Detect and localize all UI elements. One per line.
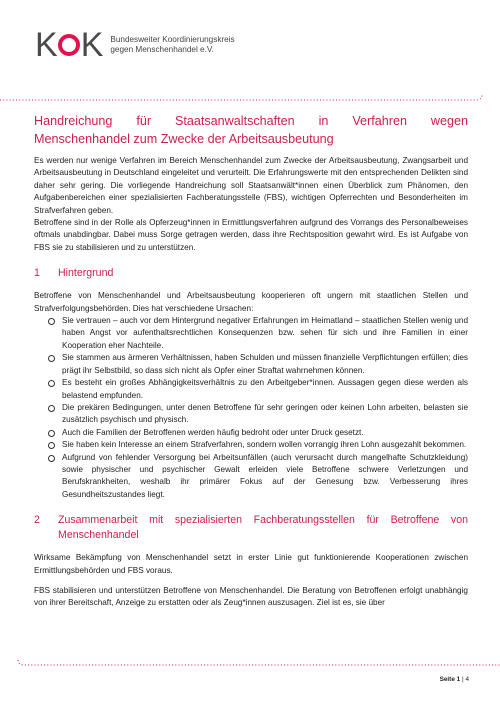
section-1-title: Hintergrund — [58, 267, 114, 280]
list-item — [48, 352, 468, 377]
section-1-bullet-list — [34, 315, 468, 501]
section-2-paragraph-1: Wirksame Bekämpfung von Menschenhandel setzt in erster Linie gut funktionierende Kooperationen zwischen Ermittlungsbehörden und FBS voraus. — [34, 553, 468, 575]
document-body — [34, 155, 468, 610]
bullet-circle-icon — [48, 442, 55, 449]
bullet-circle-icon — [48, 318, 55, 325]
bullet-circle-icon — [48, 355, 55, 362]
list-item-text: Auch die Familien der Betroffenen werden häufig bedroht oder unter Druck gesetzt. — [62, 427, 364, 437]
document-title — [34, 112, 468, 148]
page-number — [440, 676, 469, 683]
list-item — [48, 402, 468, 427]
section-1-number: 1 — [34, 267, 40, 280]
bottom-dotted-divider — [0, 660, 500, 670]
list-item-text: Sie stammen aus ärmeren Verhältnissen, haben Schulden und müssen finanzielle Verpflichtungen erfüllen; dies prägt ihr Selbstbild, so dass sich nicht als Opfer einer Straftat wahrnehmen können. — [62, 353, 468, 375]
list-item-text: Es besteht ein großes Abhängigkeitsverhältnis zu den Arbeitgeber*innen. Aussagen gegen diese werden als belastend empfunden. — [62, 378, 468, 400]
list-item — [48, 452, 468, 502]
title-line1: Handreichung für Staatsanwaltschaften in Verfahren wegen — [34, 114, 468, 128]
page-total: 4 — [465, 676, 469, 683]
list-item-text: Aufgrund von fehlender Versorgung bei Arbeitsunfällen (auch verursacht durch mangelhafte Schutzkleidung) sowie physischer und psychischer Gewalt erleiden viele Betroffene schwere Verletzungen und Berufskrankheiten, weshalb ihr primärer Fokus auf der Genesung bzw. Verbesserung ihres Gesundheitszustandes liegt. — [62, 452, 468, 499]
page-separator: | — [461, 676, 464, 683]
intro-paragraph-2: Betroffene sind in der Rolle als Opferzeug*innen in Ermittlungsverfahren aufgrund des Vorrangs des Personalbeweises oftmals unabdingbar. Dabei muss Sorge getragen werden, dass ihre Rechtsposition gewahrt wird. Es ist Aufgabe von FBS sie zu stabilisieren und zu unterstützen. — [34, 218, 468, 252]
org-name-line2: gegen Menschenhandel e.V. — [110, 45, 214, 54]
list-item — [48, 377, 468, 402]
section-2-number: 2 — [34, 514, 40, 527]
org-name — [110, 35, 234, 55]
logo-mark: K K — [35, 26, 103, 64]
title-line2: Menschenhandel zum Zwecke der Arbeitsausbeutung — [34, 132, 334, 146]
kok-logo — [35, 28, 235, 62]
section-2-heading — [34, 513, 468, 543]
bullet-circle-icon — [48, 380, 55, 387]
top-dotted-divider — [0, 95, 500, 105]
list-item — [48, 427, 468, 439]
section-2-paragraph-2: FBS stabilisieren und unterstützen Betroffene von Menschenhandel. Die Beratung von Betroffenen erfolgt unabhängig von ihrer Bereitschaft, Anzeige zu erstatten oder als Zeug*innen auszusagen. Ziel ist es, sie über — [34, 585, 468, 608]
org-name-line1: Bundesweiter Koordinierungskreis — [110, 35, 235, 44]
intro-paragraph-1: Es werden nur wenige Verfahren im Bereich Menschenhandel zum Zwecke der Arbeitsausbeutung, Zwangsarbeit und Arbeitsausbeutung in Deutschland eingeleitet und verurteilt. Die Erfahrungswerte mit den entsprechenden Delikten sind daher sehr gering. Die vorliegende Handreichung soll Staatsanwält*innen einen Überblick zum Phänomen, den Aufgabenbereichen einer spezialisierten Fachberatungsstelle (FBS), wichtigen Opferrechten und Besonderheiten im Strafverfahren geben. — [34, 156, 468, 215]
list-item — [48, 439, 468, 451]
section-1-heading — [34, 266, 468, 281]
bullet-circle-icon — [48, 455, 55, 462]
section-1-lead: Betroffene von Menschenhandel und Arbeitsausbeutung kooperieren oft ungern mit staatlichen Stellen und Strafverfolgungsbehörden. Dies hat verschiedene Ursachen: — [34, 291, 468, 313]
bullet-circle-icon — [48, 430, 55, 437]
logo-ring-icon — [58, 34, 80, 56]
section-2-title: Zusammenarbeit mit spezialisierten Fachberatungsstellen für Betroffene von Menschenhandel — [58, 514, 468, 542]
list-item-text: Sie haben kein Interesse an einem Strafverfahren, sondern wollen vorrangig ihren Lohn ausgezahlt bekommen. — [62, 440, 467, 450]
list-item — [48, 315, 468, 352]
page-label: Seite 1 — [439, 676, 461, 683]
list-item-text: Sie vertrauen – auch vor dem Hintergrund negativer Erfahrungen im Heimatland – staatlichen Stellen wenig und haben Angst vor aufenthaltsrechtlichen Konsequenzen bzw. sehen für sich und ihre Familien in einer Kooperation eher Nachteile. — [62, 316, 468, 350]
bullet-circle-icon — [48, 405, 55, 412]
list-item-text: Die prekären Bedingungen, unter denen Betroffene für sehr geringen oder keinen Lohn arbeiten, belasten sie zusätzlich psychisch und physisch. — [62, 402, 468, 425]
